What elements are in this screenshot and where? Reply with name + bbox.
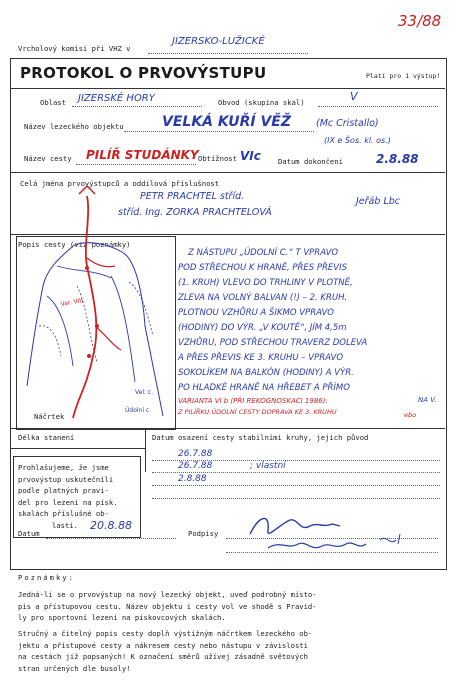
- description-line: (1. KRUH) VLEVO DO TRHLINY V PLOTNĚ,: [178, 278, 353, 288]
- signature-marks: [240, 500, 420, 560]
- declaration-line: del pro lezení na písk.: [18, 497, 118, 507]
- date-label: Datum: [18, 529, 40, 538]
- notes-line: ly pro sportovní lezení na pískovcových skalách.: [18, 613, 226, 622]
- signatures-label: Podpisy: [188, 529, 219, 538]
- sketch-mark: Var. VIb: [60, 297, 84, 308]
- date-done-label: Datum dokončení: [278, 157, 343, 166]
- sketch-label: Náčrtek: [34, 412, 65, 421]
- page-number: 33/88: [398, 12, 442, 30]
- oblast-value: JIZERSKÉ HORY: [78, 93, 155, 104]
- declaration-line: prvovýstup uskutečnili: [18, 474, 114, 484]
- ring-mark: [95, 324, 99, 328]
- notes-line: Stručný a čitelný popis cesty doplň výstižným náčrtkem lezeckého ob-: [18, 629, 313, 638]
- declaration-line: podle platných pravi-: [18, 486, 109, 495]
- route-line: [73, 196, 96, 418]
- obvod-value: V: [350, 90, 358, 103]
- climber-line-2: stříd. Ing. ZORKA PRACHTELOVÁ: [118, 207, 272, 218]
- notes-line: Jedná-li se o prvovýstup na nový lezecký objekt, uveď podrobný místo-: [18, 590, 317, 599]
- obvod-label: Obvod (skupina skal): [218, 98, 305, 107]
- committee-label: Vrcholový komisi při VHZ v: [18, 44, 131, 53]
- description-label: Popis cesty (viz poznámky): [18, 240, 131, 249]
- description-line: Z NÁSTUPU „ÚDOLNÍ C.“ T VPRAVO: [188, 248, 339, 258]
- notes-paragraph-2: [18, 628, 312, 674]
- oblast-label: Oblast: [40, 98, 66, 107]
- description-line: A PŘES PŘEVIS KE 3. KRUHU – VPRAVO: [178, 353, 344, 363]
- description-ending: NA V.: [418, 396, 437, 404]
- ring-date: 2.8.88: [178, 474, 207, 484]
- route-sketch: [17, 186, 174, 426]
- climber-line-1: PETR PRACHTEL stříd.: [140, 191, 245, 202]
- route-label: Název cesty: [24, 154, 72, 163]
- notes-title: Poznámky:: [18, 573, 75, 582]
- description-line: ZLEVA NA VOLNÝ BALVAN (!) – 2. KRUH.: [178, 293, 348, 303]
- notes-line: stran určených dle busoly!: [18, 663, 131, 673]
- declaration-line: skalách příslušné ob-: [18, 509, 109, 518]
- ring-date: 26.7.88: [178, 461, 213, 471]
- description-line: PLOTNOU VZHŮRU A ŠIKMO VPRAVO: [178, 308, 334, 318]
- date-done-value: 2.8.88: [376, 152, 419, 166]
- length-label: Délka stanení: [18, 433, 75, 442]
- declaration-line: lasti.: [52, 520, 78, 530]
- notes-line: pis a přístupovou cestu. Název objektu i cesty vol ve shodě s Pravid-: [18, 601, 317, 611]
- difficulty-label: Obtížnost: [198, 154, 237, 163]
- date-value: 20.8.88: [90, 519, 132, 532]
- object-note-2: (IX e Šos. kl. os.): [324, 136, 391, 145]
- description-variant-line: VARIANTA VI b (PŘI REKOGNOSKACI 1986):: [178, 397, 328, 405]
- notes-line: na cestách již popsaných! K označení směrů užívej zásadně světových: [18, 652, 308, 661]
- description-text: [178, 246, 440, 418]
- description-line: (HODINY) DO VÝR. „V KOUTĚ“, JÍM 4,5m: [178, 323, 347, 333]
- ring-origin: ; vlastní: [250, 461, 286, 471]
- route-value: PILÍŘ STUDÁNKY: [86, 148, 199, 162]
- object-label: Název lezeckého objektu: [24, 122, 124, 131]
- rings-label: Datum osazení cesty stabilními kruhy, jejich původ: [152, 433, 369, 442]
- arrow-icon: [79, 186, 95, 194]
- sketch-mark: Vel. c.: [135, 389, 154, 396]
- declaration-line: Prohlašujeme, že jsme: [18, 463, 109, 472]
- ring-date: 26.7.88: [178, 449, 213, 459]
- description-line: PO HLADKÉ HRANĚ NA HŘEBET A PŘÍMO: [178, 383, 350, 393]
- valid-note: Platí pro 1 výstup!: [366, 72, 441, 80]
- description-ending-2: ebo: [404, 411, 417, 419]
- difficulty-value: VIc: [240, 149, 261, 163]
- signature-date: [380, 534, 400, 544]
- description-line: POD STŘECHOU K HRANĚ, PŘES PŘEVIS: [178, 263, 348, 273]
- signature-2: [268, 543, 366, 548]
- object-note-1: (Mc Cristallo): [316, 118, 379, 129]
- climbers-side-note: Jeřáb Lbc: [356, 196, 400, 207]
- route-variant-line: [87, 258, 121, 350]
- form-title: PROTOKOL O PRVOVÝSTUPU: [20, 64, 267, 82]
- committee-value: JIZERSKO-LUŽICKÉ: [172, 36, 265, 47]
- description-line: VZHŮRU, POD STŘECHOU TRAVERZ DOLEVA: [178, 338, 368, 348]
- description-variant-line: Z PILÍŘKU ÚDOLNÍ CESTY DOPRAVA KE 3. KRUHU: [178, 408, 337, 416]
- notes-line: jektu a přístupové cesty a nákresem cesty nebo nástupu v závislosti: [18, 640, 308, 650]
- description-line: SOKOLÍKEM NA BALKÓN (HODINY) A VÝR.: [178, 368, 354, 378]
- ring-mark: [87, 354, 91, 358]
- notes-paragraph-1: [18, 589, 317, 624]
- object-value: VELKÁ KUŘÍ VĚŽ: [162, 114, 292, 130]
- climbers-label: Celá jména prvovýstupců a oddílová příslušnost: [20, 179, 220, 188]
- ring-mark: [85, 266, 89, 270]
- sketch-mark: Údolní c.: [125, 407, 152, 414]
- signature-1: [250, 518, 340, 534]
